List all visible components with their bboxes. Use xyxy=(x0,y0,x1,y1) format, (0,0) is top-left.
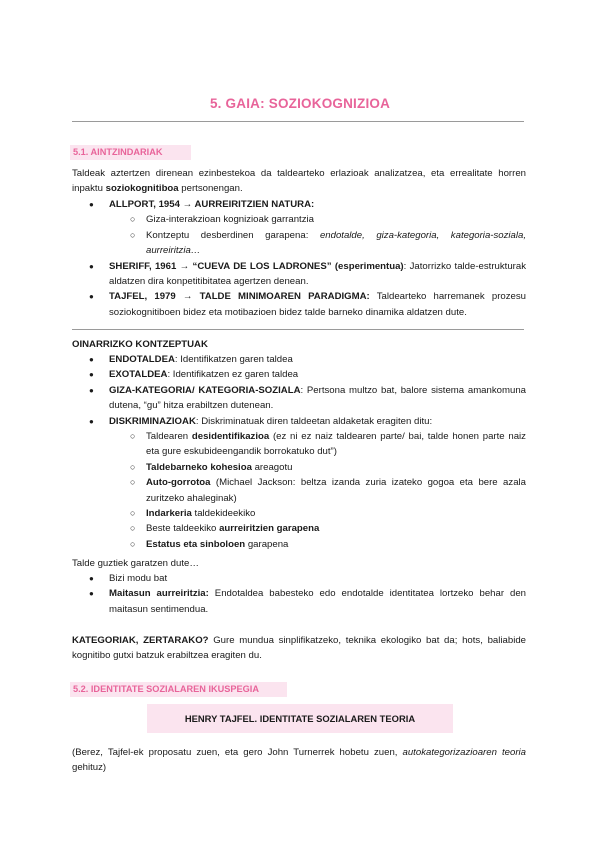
list-item-diskriminazioak xyxy=(72,414,526,553)
basic-concepts-heading: OINARRIZKO KONTZEPTUAK xyxy=(72,339,208,350)
pioneers-list xyxy=(72,197,526,320)
giza-text: : Pertsona multzo bat, balore sistema amankomuna dutena, “gu” hitza erabiltzen dutenean. xyxy=(109,384,526,412)
list-item-allport-sub1 xyxy=(72,212,526,227)
allport-sub2-italic: endotalde, giza-kategoria, kategoria-soziala, aurreiritzia… xyxy=(146,229,527,257)
talde-guztiek-text: Talde guztiek garatzen dute… xyxy=(72,558,199,569)
list-item-exotaldea xyxy=(72,367,526,382)
develop-list xyxy=(72,571,526,617)
basic-concepts-list xyxy=(72,352,526,552)
kategoriak-paragraph xyxy=(72,633,526,664)
list-item-allport-sub2 xyxy=(72,228,526,259)
d1-text: Taldearen xyxy=(146,431,192,443)
list-item-kohesioa xyxy=(72,460,526,475)
circle-bullet-icon: ○ xyxy=(130,214,136,225)
list-item-maitasun xyxy=(72,586,526,617)
list-item-bizi-modu xyxy=(72,571,526,586)
d6-bold: Estatus eta sinboloen xyxy=(146,538,246,550)
circle-bullet-icon: ○ xyxy=(130,538,136,549)
list-item-tajfel xyxy=(72,289,526,320)
d2-bold: Taldebarneko kohesioa xyxy=(146,461,252,473)
d1-bold: desidentifikazioa xyxy=(191,431,270,443)
d4-bold: Indarkeria xyxy=(146,508,192,520)
sherif-label: SHERIFF, 1961 → “CUEVA DE LOS LADRONES” (esperimentua) xyxy=(109,260,404,272)
list-item-sherif xyxy=(72,259,526,290)
bullet-icon: ● xyxy=(89,574,94,583)
exo-text: : Identifikatzen ez garen taldea xyxy=(167,369,299,381)
t2-text: Endotaldea babesteko edo endotalde identitatea lortzeko behar den maitasun sentimendua. xyxy=(109,588,527,615)
section-heading-5-1: 5.1. AINTZINDARIAK xyxy=(70,145,191,160)
exo-label: EXOTALDEA xyxy=(109,369,168,381)
list-item-auto-gorrotoa xyxy=(72,475,526,506)
list-item-allport xyxy=(72,197,526,259)
bullet-icon: ● xyxy=(89,200,94,209)
d3-bold: Auto-gorrotoa xyxy=(146,477,211,489)
intro-text-end: pertsonengan. xyxy=(178,183,243,195)
intro-paragraph xyxy=(72,166,526,197)
circle-bullet-icon: ○ xyxy=(130,229,136,240)
list-item-desidentifikazioa xyxy=(72,429,526,460)
bullet-icon: ● xyxy=(89,416,94,426)
tajfel-text: Taldearteko harremanek prozesu soziokognitiboen bidez eta motibazioen bidez talde barneko dinamika aldatzen dute. xyxy=(109,291,526,318)
section-heading-5-2: 5.2. IDENTITATE SOZIALAREN IKUSPEGIA xyxy=(70,682,287,697)
bullet-icon: ● xyxy=(89,261,94,271)
list-item-sinboloak xyxy=(72,537,526,552)
d5-bold: aurreiritzien garapena xyxy=(219,523,320,535)
d4-text: taldekideekiko xyxy=(191,508,256,520)
note-text-end: gehituz) xyxy=(72,762,107,774)
bullet-icon: ● xyxy=(89,370,94,380)
kat-text: Gure mundua sinplifikatzeko, teknika ekologiko bat da; hots, baliabide kognitibo gutxi batzuk erabiltzea eragiten du. xyxy=(72,635,526,662)
note-italic: autokategorizazioaren teoria xyxy=(402,747,526,758)
note-text: (Berez, Tajfel-ek proposatu zuen, eta gero John Turnerrek hobetu zuen, xyxy=(72,747,403,758)
list-item-aurreiritziak xyxy=(72,521,526,536)
d5-text: Beste taldeekiko xyxy=(146,523,220,535)
intro-bold: soziokognitiboa xyxy=(105,183,179,195)
t2-label: Maitasun aurreiritzia: xyxy=(109,588,209,600)
bullet-icon: ● xyxy=(89,355,94,364)
sherif-text: : Jatorrizko talde-estrukturak aldatzen dira konpetitibitatea agertzen denean. xyxy=(109,260,526,288)
bullet-icon: ● xyxy=(89,589,94,599)
kat-label: KATEGORIAK, ZERTARAKO? xyxy=(72,635,209,646)
tajfel-label: TAJFEL, 1979 → TALDE MINIMOAREN PARADIGMA: xyxy=(109,291,370,303)
page-title: 5. GAIA: SOZIOKOGNIZIOA xyxy=(209,96,391,111)
disk-label: DISKRIMINAZIOAK xyxy=(109,415,196,427)
t1-text: Bizi modu bat xyxy=(109,573,168,584)
circle-bullet-icon: ○ xyxy=(130,523,136,534)
list-item-giza-kategoria xyxy=(72,383,526,414)
endo-label: ENDOTALDEA xyxy=(109,354,175,365)
circle-bullet-icon: ○ xyxy=(130,477,136,488)
circle-bullet-icon: ○ xyxy=(130,508,136,519)
d2-text: areagotu xyxy=(251,461,293,473)
giza-label: GIZA-KATEGORIA/ KATEGORIA-SOZIALA xyxy=(109,384,301,396)
turner-note xyxy=(72,745,526,776)
divider xyxy=(72,121,524,122)
d3-text: (Michael Jackson: beltza izanda zuria izateko gogoa eta bere azala zuritzeko ahaleginak) xyxy=(146,477,526,504)
circle-bullet-icon: ○ xyxy=(130,461,136,472)
endo-text: : Identifikatzen garen taldea xyxy=(174,354,293,365)
bullet-icon: ● xyxy=(89,385,94,395)
divider xyxy=(72,329,524,330)
allport-sub1-text: Giza-interakzioan kognizioak garrantzia xyxy=(146,214,314,226)
list-item-indarkeria xyxy=(72,506,526,521)
d1-text-end: (ez ni ez naiz taldearen parte/ bai, talde honen parte naiz eta gure eskubideengandik borrokatuko dut”) xyxy=(146,431,526,458)
theory-banner: HENRY TAJFEL. IDENTITATE SOZIALAREN TEORIA xyxy=(147,704,453,733)
list-item-endotaldea xyxy=(72,352,526,367)
allport-sub2-text: Kontzeptu desberdinen garapena: xyxy=(146,229,320,241)
disk-text: : Diskriminatuak diren taldeetan aldaketak eragiten ditu: xyxy=(195,415,433,427)
circle-bullet-icon: ○ xyxy=(130,431,136,442)
allport-label: ALLPORT, 1954 → AURREIRITZIEN NATURA: xyxy=(109,199,315,210)
intro-text: Taldeak aztertzen direnean ezinbestekoa da taldearteko erlazioak analizatzea, eta errealitate horren inpaktu xyxy=(72,168,526,195)
bullet-icon: ● xyxy=(89,292,94,302)
d6-text: garapena xyxy=(245,538,289,550)
